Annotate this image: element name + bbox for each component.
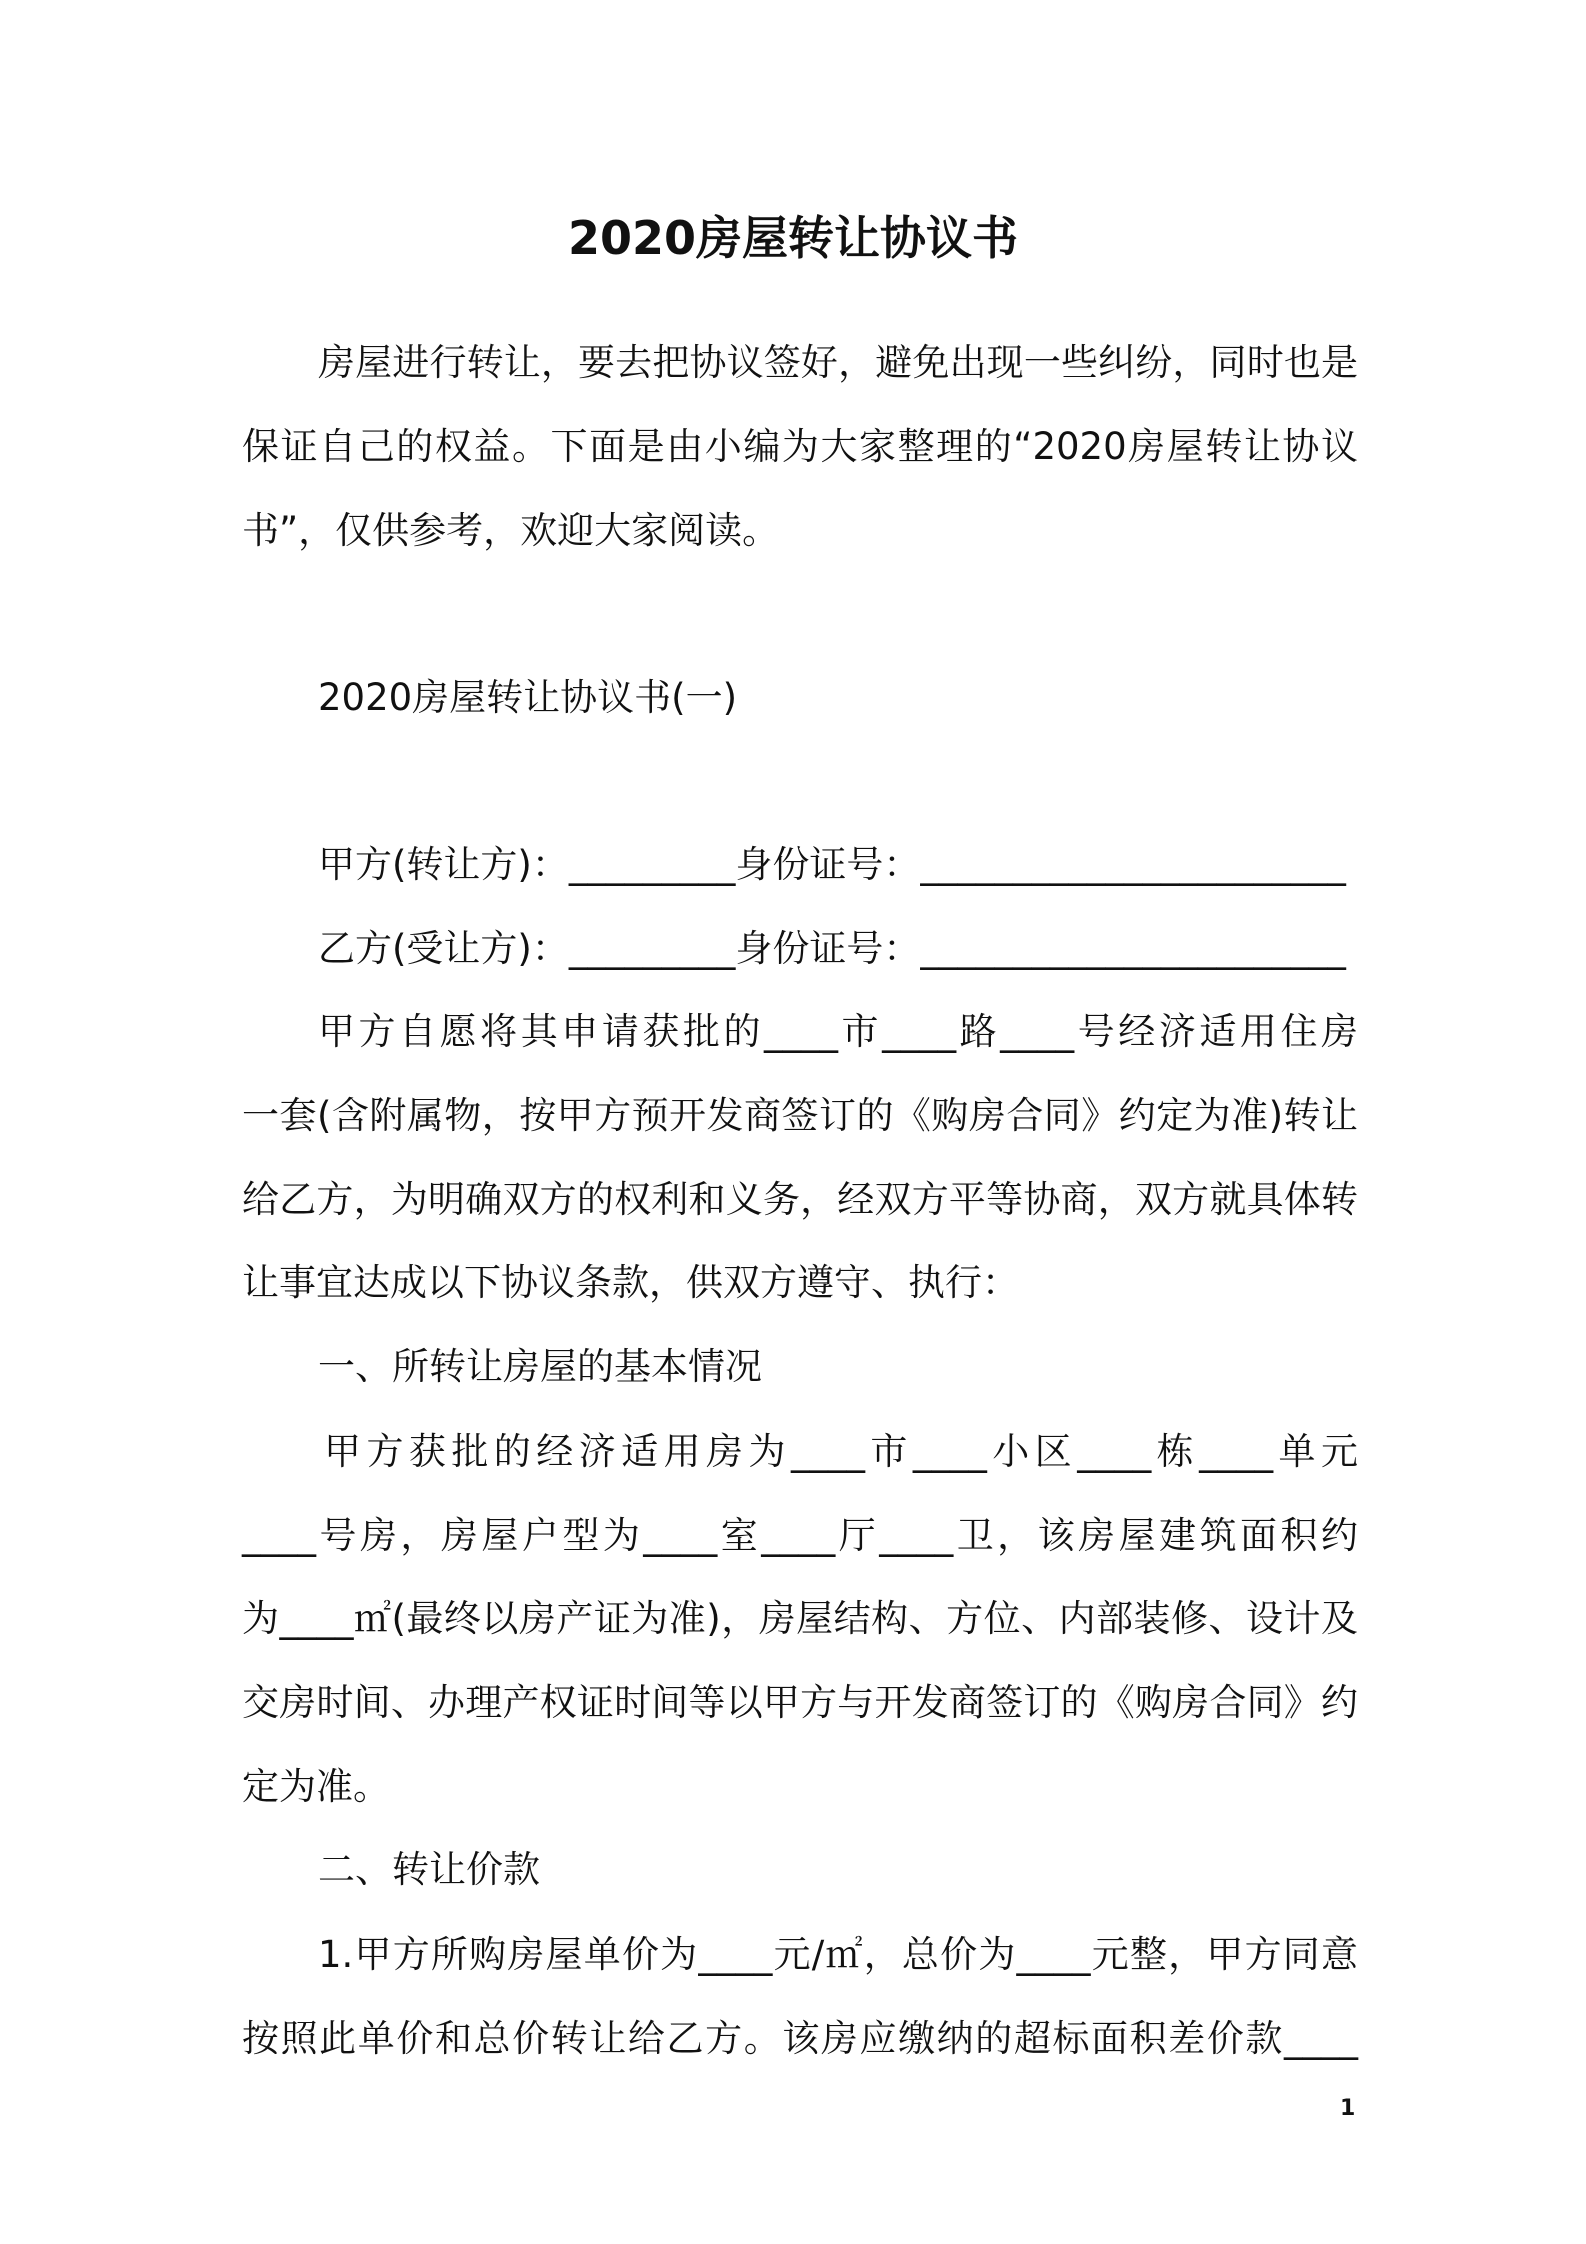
paragraph-line: 交房时间、办理产权证时间等以甲方与开发商签订的《购房合同》约 [242,1681,1358,1724]
paragraph-line: 定为准。 [242,1765,390,1808]
clause-heading: 二、转让价款 [318,1848,540,1891]
page-number: 1 [1340,2096,1356,2121]
paragraph-line: 甲方获批的经济适用房为____市____小区____栋____单元 [324,1430,1358,1473]
paragraph-line: 房屋进行转让，要去把协议签好，避免出现一些纠纷，同时也是 [318,341,1358,384]
paragraph-line: 甲方自愿将其申请获批的____市____路____号经济适用住房 [318,1010,1358,1053]
paragraph-line: 给乙方，为明确双方的权利和义务，经双方平等协商，双方就具体转 [242,1178,1358,1221]
paragraph-line: 一套(含附属物，按甲方预开发商签订的《购房合同》约定为准)转让 [242,1094,1358,1137]
paragraph-line: 让事宜达成以下协议条款，供双方遵守、执行： [242,1261,1019,1304]
paragraph-line: 按照此单价和总价转让给乙方。该房应缴纳的超标面积差价款____ [242,2017,1358,2060]
paragraph-line: 为____㎡(最终以房产证为准)，房屋结构、方位、内部装修、设计及 [242,1597,1358,1640]
paragraph-line: 1.甲方所购房屋单价为____元/㎡，总价为____元整，甲方同意 [318,1933,1358,1976]
paragraph-line: 书”，仅供参考，欢迎大家阅读。 [242,509,780,552]
party-b-line: 乙方(受让方)：_________身份证号：_______________________ [318,927,1346,970]
section-heading: 2020房屋转让协议书(一) [318,676,738,719]
clause-heading: 一、所转让房屋的基本情况 [318,1345,762,1388]
paragraph-line: ____号房，房屋户型为____室____厅____卫，该房屋建筑面积约 [242,1514,1358,1557]
paragraph-line: 保证自己的权益。下面是由小编为大家整理的“2020房屋转让协议 [242,425,1358,468]
document-title: 2020房屋转让协议书 [567,211,1019,265]
party-a-line: 甲方(转让方)：_________身份证号：_______________________ [318,843,1346,886]
